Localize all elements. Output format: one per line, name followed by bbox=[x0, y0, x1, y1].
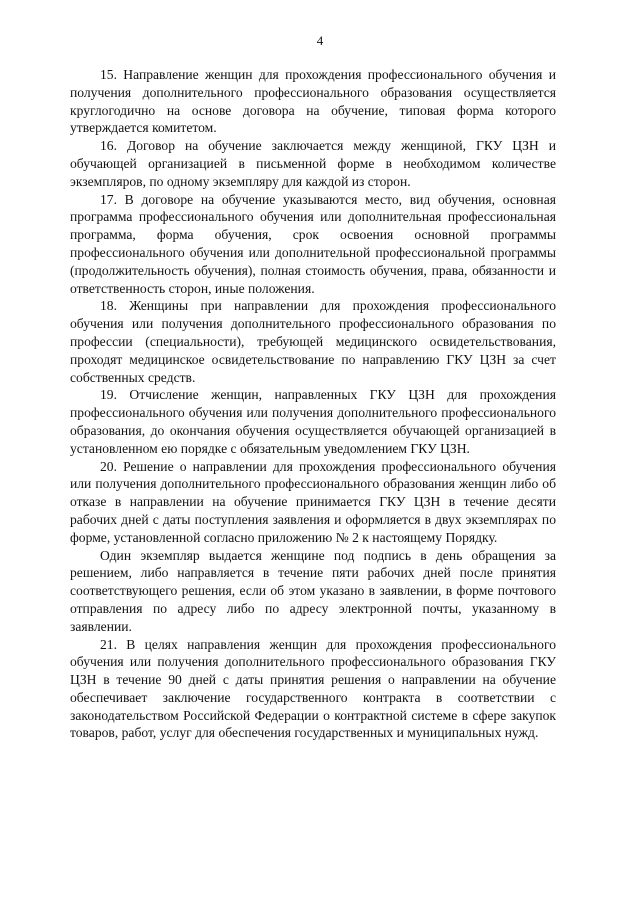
paragraph-19: 19. Отчисление женщин, направленных ГКУ ЦЗН для прохождения профессионального обучения или получения дополнительного профессионального образования, до окончания обучения осуществляется обучающей организацией в установленном ею порядке с обязательным уведомлением ГКУ ЦЗН. bbox=[70, 387, 556, 456]
paragraph-20-continuation: Один экземпляр выдается женщине под подпись в день обращения за решением, либо направляется в течение пяти рабочих дней после принятия соответствующего решения, если об этом указано в заявлении, в форме почтового отправления по адресу либо по адресу электронной почты, указанному в заявлении. bbox=[70, 547, 556, 634]
paragraph-18: 18. Женщины при направлении для прохождения профессионального обучения или получения дополнительного профессионального образования по профессии (специальности), требующей медицинского освидетельствования, проходят медицинское освидетельствование по направлению ГКУ ЦЗН за счет собственных средств. bbox=[70, 298, 556, 385]
paragraph-20: 20. Решение о направлении для прохождения профессионального обучения или получения дополнительного профессионального образования женщин либо об отказе в направлении на обучение принимается ГКУ ЦЗН в течение десяти рабочих дней с даты поступления заявления и оформляется в двух экземплярах по форме, установленной согласно приложению № 2 к настоящему Порядку. bbox=[70, 458, 556, 545]
paragraph-16: 16. Договор на обучение заключается между женщиной, ГКУ ЦЗН и обучающей организацией в письменной форме в необходимом количестве экземпляров, по одному экземпляру для каждой из сторон. bbox=[70, 138, 556, 189]
page-number: 4 bbox=[316, 33, 324, 48]
paragraph-15: 15. Направление женщин для прохождения профессионального обучения и получения дополнительного профессионального образования осуществляется круглогодично на основе договора на обучение, типовая форма которого утверждается комитетом. bbox=[70, 67, 556, 136]
paragraph-17: 17. В договоре на обучение указываются место, вид обучения, основная программа профессионального обучения или дополнительная профессиональная программа, форма обучения, срок освоения основной программы профессионального обучения или дополнительной профессиональной программы (продолжительность обучения), полная стоимость обучения, права, обязанности и ответственность сторон, иные положения. bbox=[70, 191, 556, 296]
document-body bbox=[70, 66, 556, 742]
paragraph-21: 21. В целях направления женщин для прохождения профессионального обучения или получения дополнительного профессионального образования ГКУ ЦЗН в течение 90 дней с даты принятия решения о направлении на обучение обеспечивает заключение государственного контракта в соответствии с законодательством Российской Федерации о контрактной системе в сфере закупок товаров, работ, услуг для обеспечения государственных и муниципальных нужд. bbox=[70, 636, 556, 741]
